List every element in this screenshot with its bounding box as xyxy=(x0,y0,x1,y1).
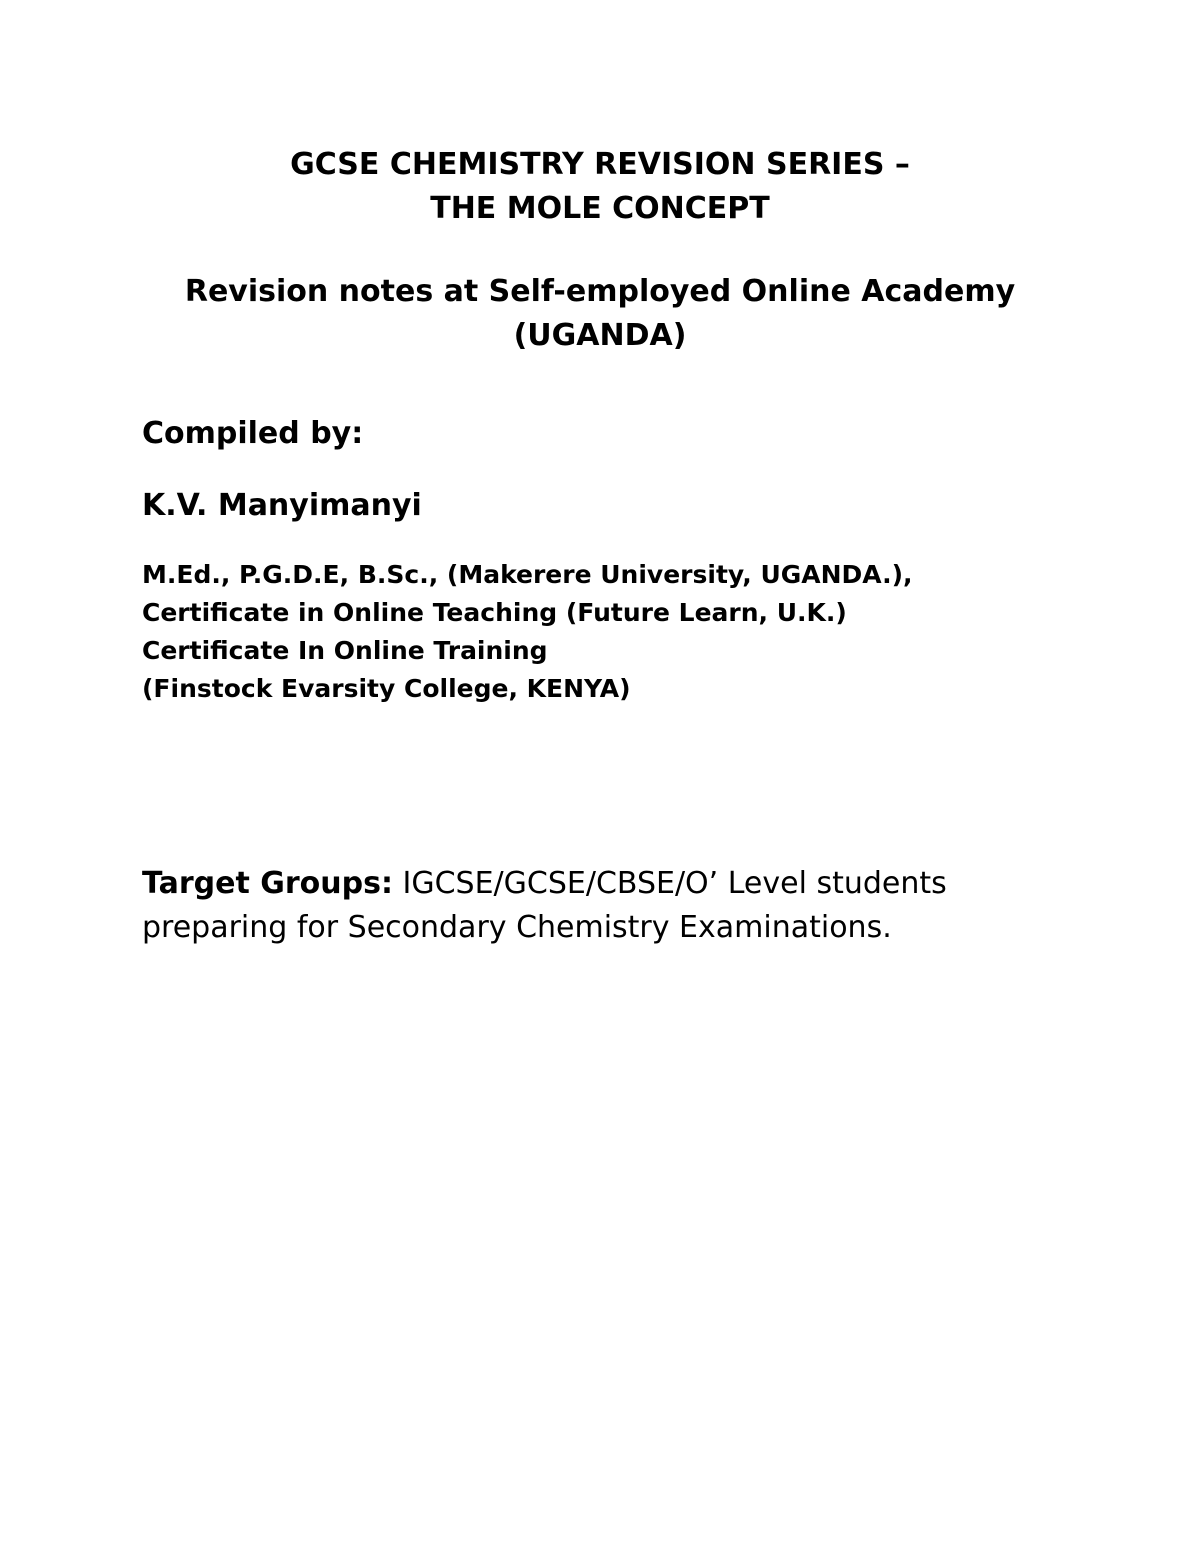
target-groups-text-1: IGCSE/GCSE/CBSE/O’ Level students xyxy=(392,866,947,901)
author-name: K.V. Manyimanyi xyxy=(142,488,422,523)
title-line-1: GCSE CHEMISTRY REVISION SERIES – xyxy=(290,147,910,182)
credential-line-3: Certificate In Online Training xyxy=(142,636,548,665)
target-groups-label: Target Groups: xyxy=(142,866,393,901)
target-groups-line-2: preparing for Secondary Chemistry Examinations. xyxy=(142,910,892,945)
target-groups-line-1 xyxy=(142,862,1042,906)
credential-line-2: Certificate in Online Teaching (Future Learn, U.K.) xyxy=(142,598,847,627)
target-groups-paragraph xyxy=(142,862,1042,950)
document-title xyxy=(0,143,1200,231)
credential-line-1: M.Ed., P.G.D.E, B.Sc., (Makerere University, UGANDA.), xyxy=(142,560,913,589)
title-line-2: THE MOLE CONCEPT xyxy=(430,191,770,226)
compiled-by-label: Compiled by: xyxy=(142,416,364,451)
subtitle-line-1: Revision notes at Self-employed Online Academy xyxy=(184,274,1016,309)
credential-line-4: (Finstock Evarsity College, KENYA) xyxy=(142,674,631,703)
document-subtitle xyxy=(0,270,1200,358)
subtitle-line-2: (UGANDA) xyxy=(513,318,687,353)
author-credentials xyxy=(142,556,913,708)
